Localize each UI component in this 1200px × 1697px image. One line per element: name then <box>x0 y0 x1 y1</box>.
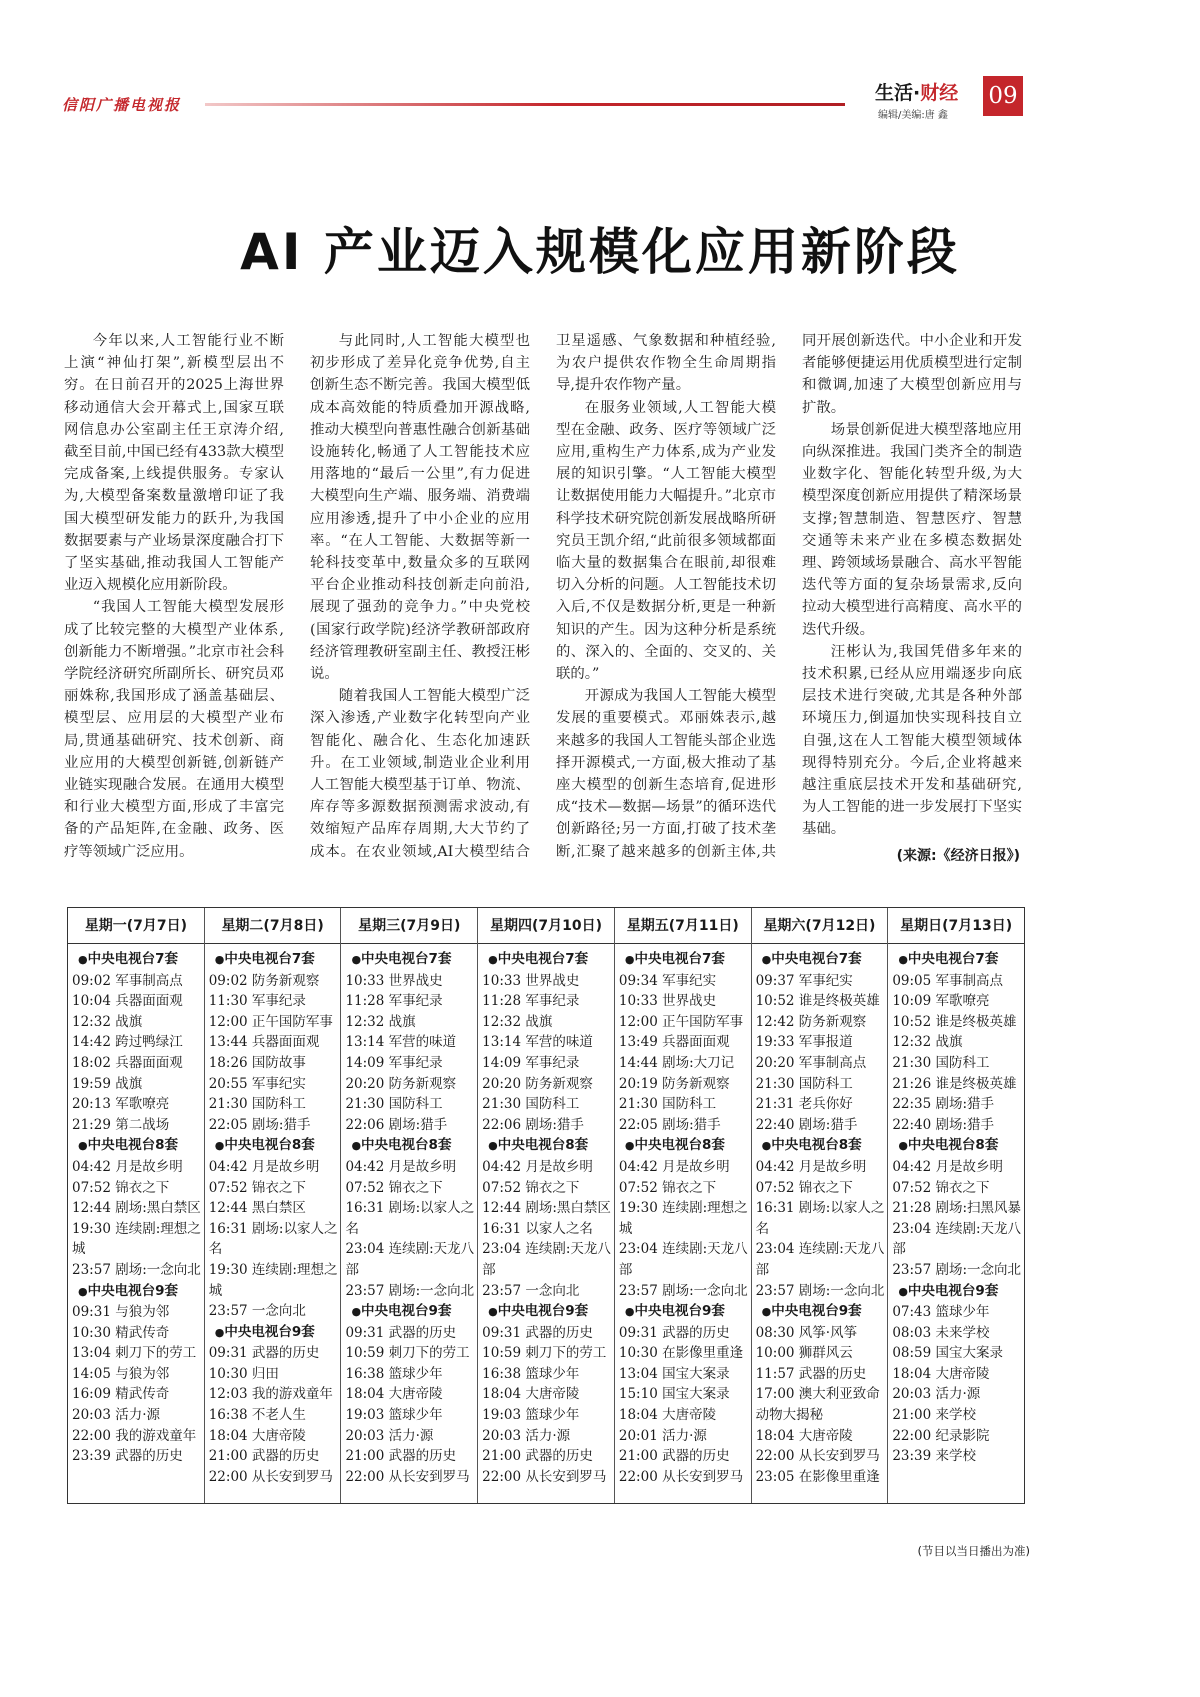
program-item: 09:05 军事制高点 <box>892 972 1004 989</box>
program-item: 10:30 精武传奇 <box>72 1324 170 1341</box>
channel-heading <box>619 1301 749 1323</box>
channel-name: 中央电视台8套 <box>907 1137 999 1154</box>
channel-heading <box>482 949 612 971</box>
channel-heading <box>72 1135 202 1157</box>
channel-name: 中央电视台8套 <box>87 1137 179 1154</box>
program-item: 04:42 月是故乡明 <box>345 1158 457 1175</box>
program-item: 22:00 从长安到罗马 <box>208 1468 333 1485</box>
program-item: 21:28 剧场:扫黑风暴 <box>892 1200 1022 1217</box>
channel-name: 中央电视台7套 <box>771 951 862 967</box>
program-item: 21:00 来学校 <box>892 1407 977 1424</box>
program-item: 07:52 锦衣之下 <box>72 1179 170 1196</box>
channel-heading <box>209 949 339 971</box>
program-item: 21:00 武器的历史 <box>618 1448 730 1465</box>
program-item: 10:33 世界战史 <box>345 972 443 989</box>
channel-heading <box>756 949 886 971</box>
program-item: 23:57 一念向北 <box>482 1282 580 1299</box>
channel-heading <box>482 1135 612 1157</box>
program-item: 14:42 跨过鸭绿江 <box>72 1034 183 1051</box>
program-item: 09:37 军事纪实 <box>755 972 853 989</box>
program-item: 22:00 我的游戏童年 <box>72 1427 197 1444</box>
channel-heading <box>619 949 749 971</box>
program-item: 09:02 军事制高点 <box>72 972 183 989</box>
channel-heading <box>892 949 1022 971</box>
channel-heading <box>345 949 475 971</box>
program-item: 23:57 剧场:一念向北 <box>618 1282 748 1299</box>
program-item: 20:01 活力·源 <box>618 1427 707 1444</box>
program-item: 22:06 剧场:猎手 <box>482 1116 584 1133</box>
program-item: 18:04 大唐帝陵 <box>345 1386 443 1403</box>
program-item: 20:20 军事制高点 <box>755 1054 867 1071</box>
program-item: 21:00 武器的历史 <box>345 1448 457 1465</box>
program-item: 14:09 军事纪录 <box>482 1054 580 1071</box>
bullet-icon: ● <box>78 1139 88 1153</box>
schedule-day-column <box>478 908 615 1503</box>
program-item: 11:57 武器的历史 <box>755 1365 867 1382</box>
program-item: 14:44 剧场:大刀记 <box>618 1054 735 1071</box>
program-item: 09:31 武器的历史 <box>208 1345 320 1362</box>
program-item: 20:03 活力·源 <box>72 1407 160 1424</box>
newspaper-name: 信阳广播电视报 <box>62 96 182 114</box>
bullet-icon: ● <box>78 953 88 966</box>
program-item: 10:33 世界战史 <box>482 972 580 989</box>
program-item: 13:04 刺刀下的劳工 <box>72 1345 197 1362</box>
program-item: 20:20 防务新观察 <box>345 1075 457 1092</box>
program-item: 10:59 刺刀下的劳工 <box>345 1345 470 1362</box>
program-item: 23:57 剧场:一念向北 <box>892 1261 1022 1278</box>
schedule-day-column <box>205 908 342 1503</box>
program-item: 10:59 刺刀下的劳工 <box>482 1345 607 1362</box>
bullet-icon: ● <box>351 1305 362 1319</box>
program-item: 09:31 武器的历史 <box>482 1324 593 1341</box>
schedule-day-header: 星期一(7月7日) <box>68 908 204 944</box>
program-item: 18:26 国防故事 <box>208 1054 306 1071</box>
program-item: 22:40 剧场:猎手 <box>892 1116 995 1133</box>
channel-heading <box>756 1301 886 1323</box>
article-body <box>64 330 1022 866</box>
channel-heading <box>892 1281 1022 1303</box>
program-item: 23:39 来学校 <box>892 1448 977 1465</box>
schedule-day-column <box>752 908 889 1503</box>
channel-name: 中央电视台8套 <box>497 1137 589 1154</box>
program-item: 14:09 军事纪录 <box>345 1054 443 1071</box>
channel-name: 中央电视台8套 <box>771 1137 862 1154</box>
program-item: 16:31 剧场:以家人之名 <box>755 1200 885 1237</box>
bullet-icon: ● <box>78 1284 88 1298</box>
program-item: 21:00 武器的历史 <box>208 1448 320 1465</box>
program-item: 07:52 锦衣之下 <box>618 1179 717 1196</box>
program-item: 18:02 兵器面面观 <box>72 1054 183 1071</box>
channel-heading <box>345 1301 475 1323</box>
program-item: 09:31 武器的历史 <box>345 1324 457 1341</box>
section-highlight: 财经 <box>920 82 959 104</box>
program-item: 04:42 月是故乡明 <box>892 1158 1004 1175</box>
program-item: 18:04 大唐帝陵 <box>892 1365 990 1382</box>
schedule-day-column <box>68 908 205 1503</box>
bullet-icon: ● <box>624 1305 635 1319</box>
program-item: 16:38 篮球少年 <box>482 1365 580 1382</box>
program-item: 10:00 狮群风云 <box>755 1345 853 1362</box>
schedule-day-header: 星期三(7月9日) <box>341 908 477 944</box>
channel-name: 中央电视台7套 <box>224 951 315 967</box>
channel-heading <box>482 1301 612 1323</box>
program-item: 21:30 国防科工 <box>482 1096 580 1113</box>
program-item: 12:32 战旗 <box>482 1013 553 1030</box>
program-item: 19:03 篮球少年 <box>345 1407 443 1424</box>
program-item: 12:32 战旗 <box>72 1013 143 1030</box>
channel-name: 中央电视台7套 <box>497 951 589 967</box>
program-item: 11:30 军事纪录 <box>208 993 306 1010</box>
program-item: 10:52 谁是终极英雄 <box>892 1013 1017 1030</box>
channel-heading <box>72 1281 202 1303</box>
program-item: 23:05 在影像里重逢 <box>755 1468 880 1485</box>
program-item: 19:30 连续剧:理想之城 <box>72 1220 201 1258</box>
program-item: 15:10 国宝大案录 <box>618 1386 730 1403</box>
bullet-icon: ● <box>351 953 362 966</box>
program-item: 13:44 兵器面面观 <box>208 1034 320 1051</box>
schedule-day-header: 星期六(7月12日) <box>752 908 888 944</box>
program-item: 12:42 防务新观察 <box>755 1013 867 1030</box>
channel-name: 中央电视台7套 <box>634 951 725 967</box>
article-paragraph: 汪彬认为,我国凭借多年来的技术积累,已经从应用端逐步向底层技术进行突破,尤其是各种外部环境压力,倒逼加快实现科技自立自强,这在人工智能大模型领域体现得特别充分。今后,企业将越来越注重底层技术开发和基础研究,为人工智能的进一步发展打下坚实基础。 <box>802 643 1022 838</box>
program-item: 19:03 篮球少年 <box>482 1407 580 1424</box>
channel-heading <box>619 1135 749 1157</box>
program-item: 04:42 月是故乡明 <box>755 1158 867 1175</box>
program-item: 19:59 战旗 <box>72 1075 143 1092</box>
schedule-day-column <box>888 908 1024 1503</box>
program-item: 22:40 剧场:猎手 <box>755 1116 858 1133</box>
program-item: 09:31 与狼为邻 <box>72 1304 170 1321</box>
program-item: 20:55 军事纪实 <box>208 1075 306 1092</box>
bullet-icon: ● <box>624 953 635 966</box>
channel-name: 中央电视台9套 <box>771 1303 862 1320</box>
program-item: 04:42 月是故乡明 <box>208 1158 320 1175</box>
schedule-day-header: 星期四(7月10日) <box>478 908 614 944</box>
program-item: 19:30 连续剧:理想之城 <box>208 1261 338 1299</box>
program-item: 23:57 剧场:一念向北 <box>755 1282 885 1299</box>
bullet-icon: ● <box>488 1305 498 1319</box>
channel-name: 中央电视台9套 <box>224 1323 315 1340</box>
channel-name: 中央电视台8套 <box>361 1137 452 1154</box>
program-item: 18:04 大唐帝陵 <box>482 1386 580 1403</box>
program-item: 12:44 剧场:黑白禁区 <box>72 1200 201 1217</box>
channel-name: 中央电视台8套 <box>224 1137 315 1154</box>
program-item: 18:04 大唐帝陵 <box>755 1427 853 1444</box>
program-item: 12:00 正午国防军事 <box>208 1013 333 1030</box>
program-item: 20:19 防务新观察 <box>618 1075 730 1092</box>
program-item: 10:33 世界战史 <box>618 993 717 1010</box>
tv-schedule-table <box>67 907 1025 1504</box>
program-item: 04:42 月是故乡明 <box>618 1158 730 1175</box>
channel-name: 中央电视台9套 <box>361 1303 452 1320</box>
program-item: 12:44 剧场:黑白禁区 <box>482 1200 611 1217</box>
program-item: 07:43 篮球少年 <box>892 1304 990 1321</box>
program-item: 09:31 武器的历史 <box>618 1324 730 1341</box>
program-item: 16:31 剧场:以家人之名 <box>208 1220 338 1258</box>
program-item: 22:00 从长安到罗马 <box>482 1468 607 1485</box>
program-item: 09:34 军事纪实 <box>618 972 717 989</box>
program-item: 20:13 军歌嘹亮 <box>72 1096 170 1113</box>
program-item: 12:32 战旗 <box>345 1013 416 1030</box>
editor-credit: 编辑/美编:唐 鑫 <box>878 110 948 121</box>
program-item: 11:28 军事纪录 <box>345 993 443 1010</box>
bullet-icon: ● <box>761 953 772 966</box>
program-item: 21:26 谁是终极英雄 <box>892 1075 1017 1092</box>
schedule-day-column <box>615 908 752 1503</box>
program-item: 16:38 不老人生 <box>208 1407 306 1424</box>
program-item: 13:14 军营的味道 <box>482 1034 593 1051</box>
program-item: 07:52 锦衣之下 <box>482 1179 580 1196</box>
section-name <box>875 78 958 105</box>
channel-name: 中央电视台8套 <box>634 1137 725 1154</box>
program-item: 13:14 军营的味道 <box>345 1034 457 1051</box>
bullet-icon: ● <box>624 1139 635 1153</box>
program-item: 12:44 黑白禁区 <box>208 1200 306 1217</box>
program-item: 12:32 战旗 <box>892 1034 963 1051</box>
program-item: 21:30 国防科工 <box>755 1075 853 1092</box>
program-item: 08:59 国宝大案录 <box>892 1345 1004 1362</box>
schedule-day-header: 星期日(7月13日) <box>888 908 1024 944</box>
program-item: 22:00 纪录影院 <box>892 1427 990 1444</box>
program-item: 08:30 风筝·风筝 <box>755 1324 858 1341</box>
article-paragraph: 与此同时,人工智能大模型也初步形成了差异化竞争优势,自主创新生态不断完善。我国大模型低成本高效能的特质叠加开源战略,推动大模型向普惠性融合创新基础设施转化,畅通了人工智能技术应用落地的“最后一公里”,有力促进大模型向生产端、服务端、消费端应用渗透,提升了中小企业的应用率。“在人工智能、大数据等新一轮科技变革中,数量众多的互联网平台企业推动科技创新走向前沿,展现了强劲的竞争力。”中央党校(国家行政学院)经济学教研部政府经济管理教研室副主任、教授汪彬说。 <box>310 333 530 683</box>
program-item: 22:05 剧场:猎手 <box>618 1116 721 1133</box>
article-paragraph: 今年以来,人工智能行业不断上演“神仙打架”,新模型层出不穷。在日前召开的2025上海世界移动通信大会开幕式上,国家互联网信息办公室副主任王京涛介绍,截至目前,中国已经有433款大模型完成备案,上线提供服务。专家认为,大模型备案数量激增印证了我国大模型研发能力的跃升,为我国数据要素与产业场景深度融合打下了坚实基础,推动我国人工智能产业迈入规模化应用新阶段。 <box>64 333 284 594</box>
program-item: 11:28 军事纪录 <box>482 993 580 1010</box>
program-item: 23:57 剧场:一念向北 <box>345 1282 475 1299</box>
program-item: 21:29 第二战场 <box>72 1116 170 1133</box>
program-item: 23:57 剧场:一念向北 <box>72 1261 201 1278</box>
program-item: 12:03 我的游戏童年 <box>208 1386 333 1403</box>
program-item: 21:30 国防科工 <box>618 1096 717 1113</box>
program-item: 23:04 连续剧:天龙八部 <box>345 1241 475 1278</box>
schedule-day-header: 星期二(7月8日) <box>205 908 341 944</box>
article-paragraph: 随着我国人工智能大模型广泛深入渗透,产业数字化转型向产业智能化、融合化、生态化加速跃升。在工业领域,制造业企业利用人工智能大模型基于订单、物流、库存等多源数据预测需求波动,有效缩短产品库存周期,大大节约了成本。在农业领域,AI大模型结合卫星遥感、气象数据和种植经验,为农户提供农作物全生命周期指导,提升农作物产量。 <box>310 333 776 860</box>
program-item: 23:04 连续剧:天龙八部 <box>755 1241 885 1278</box>
bullet-icon: ● <box>351 1139 362 1153</box>
channel-name: 中央电视台7套 <box>907 951 999 967</box>
schedule-note: (节目以当日播出为准) <box>917 1544 1030 1558</box>
program-item: 20:03 活力·源 <box>892 1386 981 1403</box>
program-item: 16:38 篮球少年 <box>345 1365 443 1382</box>
program-item: 07:52 锦衣之下 <box>892 1179 990 1196</box>
program-item: 21:30 国防科工 <box>345 1096 443 1113</box>
program-item: 04:42 月是故乡明 <box>72 1158 183 1175</box>
channel-heading <box>756 1135 886 1157</box>
program-item: 23:39 武器的历史 <box>72 1448 183 1465</box>
bullet-icon: ● <box>761 1139 772 1153</box>
page-number: 09 <box>983 76 1023 116</box>
channel-name: 中央电视台9套 <box>907 1282 999 1299</box>
program-item: 22:00 从长安到罗马 <box>618 1468 744 1485</box>
channel-heading <box>209 1135 339 1157</box>
channel-name: 中央电视台7套 <box>361 951 452 967</box>
article-title: AI 产业迈入规模化应用新阶段 <box>240 223 960 281</box>
program-item: 08:03 未来学校 <box>892 1324 990 1341</box>
bullet-icon: ● <box>488 953 498 966</box>
channel-heading <box>209 1322 339 1344</box>
program-item: 14:05 与狼为邻 <box>72 1365 170 1382</box>
program-item: 17:00 澳大利亚致命动物大揭秘 <box>755 1386 880 1424</box>
program-item: 21:31 老兵你好 <box>755 1096 853 1113</box>
program-item: 13:04 国宝大案录 <box>618 1365 730 1382</box>
program-item: 10:09 军歌嘹亮 <box>892 993 990 1010</box>
program-item: 22:00 从长安到罗马 <box>755 1448 880 1465</box>
program-item: 22:05 剧场:猎手 <box>208 1116 311 1133</box>
program-item: 20:20 防务新观察 <box>482 1075 593 1092</box>
program-item: 04:42 月是故乡明 <box>482 1158 593 1175</box>
bullet-icon: ● <box>898 1139 908 1153</box>
program-item: 23:04 连续剧:天龙八部 <box>618 1241 748 1278</box>
program-item: 07:52 锦衣之下 <box>755 1179 853 1196</box>
program-item: 10:30 归田 <box>208 1365 279 1382</box>
article-paragraph: 在服务业领域,人工智能大模型在金融、政务、医疗等领域广泛应用,重构生产力体系,成为产业发展的知识引擎。“人工智能大模型让数据使用能力大幅提升。”北京市科学技术研究院创新发展战略所研究员王凯介绍,“此前很多领域都面临大量的数据集合在眼前,却很难切入分析的问题。人工智能技术切入后,不仅是数据分析,更是一种新知识的产生。因为这种分析是系统的、深入的、全面的、交叉的、关联的。” <box>556 399 776 683</box>
program-item: 16:31 剧场:以家人之名 <box>345 1200 475 1237</box>
program-item: 10:30 在影像里重逢 <box>618 1345 744 1362</box>
program-item: 18:04 大唐帝陵 <box>618 1407 717 1424</box>
program-item: 12:00 正午国防军事 <box>618 1013 744 1030</box>
program-item: 22:06 剧场:猎手 <box>345 1116 448 1133</box>
program-item: 23:04 连续剧:天龙八部 <box>482 1241 611 1278</box>
bullet-icon: ● <box>214 1325 225 1339</box>
program-item: 10:04 兵器面面观 <box>72 993 183 1010</box>
program-item: 20:03 活力·源 <box>345 1427 434 1444</box>
program-item: 21:30 国防科工 <box>208 1096 306 1113</box>
bullet-icon: ● <box>761 1305 772 1319</box>
program-item: 21:00 武器的历史 <box>482 1448 593 1465</box>
section-prefix: 生活· <box>875 82 921 104</box>
program-item: 23:04 连续剧:天龙八部 <box>892 1220 1022 1258</box>
channel-name: 中央电视台9套 <box>497 1303 589 1320</box>
program-item: 22:00 从长安到罗马 <box>345 1468 470 1485</box>
schedule-day-column <box>341 908 478 1503</box>
channel-heading <box>345 1135 475 1157</box>
program-item: 21:30 国防科工 <box>892 1054 990 1071</box>
article-paragraph: 开源成为我国人工智能大模型发展的重要模式。邓丽姝表示,越来越多的我国人工智能头部企业选择开源模式,一方面,极大推动了基座大模型的创新生态培育,促进形成“技术—数据—场景”的循环迭代创新路径;另一方面,打破了技术垄断,汇聚了越来越多的创新主体,共同开展创新迭代。中小企业和开发者能够便捷运用优质模型进行定制和微调,加速了大模型创新应用与扩散。 <box>556 333 1022 860</box>
channel-name: 中央电视台9套 <box>634 1303 725 1320</box>
article-paragraph: “我国人工智能大模型发展形成了比较完整的大模型产业体系,创新能力不断增强。”北京市社会科学院经济研究所副所长、研究员邓丽姝称,我国形成了涵盖基础层、模型层、应用层的大模型产业布局,贯通基础研究、技术创新、商业应用的大模型创新链,创新链产业链实现融合发展。在通用大模型和行业大模型方面,形成了丰富完备的产品矩阵,在金融、政务、医疗等领域广泛应用。 <box>64 599 284 860</box>
channel-heading <box>72 949 202 971</box>
channel-name: 中央电视台9套 <box>87 1282 179 1299</box>
program-item: 16:31 以家人之名 <box>482 1220 593 1237</box>
program-item: 18:04 大唐帝陵 <box>208 1427 306 1444</box>
program-item: 19:30 连续剧:理想之城 <box>618 1200 748 1237</box>
channel-heading <box>892 1135 1022 1157</box>
program-item: 07:52 锦衣之下 <box>208 1179 306 1196</box>
program-item: 19:33 军事报道 <box>755 1034 853 1051</box>
program-item: 09:02 防务新观察 <box>208 972 320 989</box>
program-item: 13:49 兵器面面观 <box>618 1034 730 1051</box>
bullet-icon: ● <box>214 1139 225 1153</box>
bullet-icon: ● <box>898 953 908 966</box>
program-item: 22:35 剧场:猎手 <box>892 1096 995 1113</box>
article-source: (来源:《经济日报》) <box>896 848 1020 864</box>
program-item: 20:03 活力·源 <box>482 1427 571 1444</box>
program-item: 16:09 精武传奇 <box>72 1386 170 1403</box>
bullet-icon: ● <box>898 1284 908 1298</box>
bullet-icon: ● <box>488 1139 498 1153</box>
program-item: 07:52 锦衣之下 <box>345 1179 443 1196</box>
bullet-icon: ● <box>214 953 225 966</box>
program-item: 10:52 谁是终极英雄 <box>755 993 880 1010</box>
article-paragraph: 场景创新促进大模型落地应用向纵深推进。我国门类齐全的制造业数字化、智能化转型升级,为大模型深度创新应用提供了精深场景支撑;智慧制造、智慧医疗、智慧交通等未来产业在多模态数据处理、跨领域场景融合、高水平智能迭代等方面的复杂场景需求,反向拉动大模型进行高精度、高水平的迭代升级。 <box>802 421 1022 638</box>
channel-name: 中央电视台7套 <box>87 951 179 967</box>
header-divider <box>205 103 845 106</box>
schedule-day-header: 星期五(7月11日) <box>615 908 751 944</box>
program-item: 23:57 一念向北 <box>208 1303 306 1320</box>
